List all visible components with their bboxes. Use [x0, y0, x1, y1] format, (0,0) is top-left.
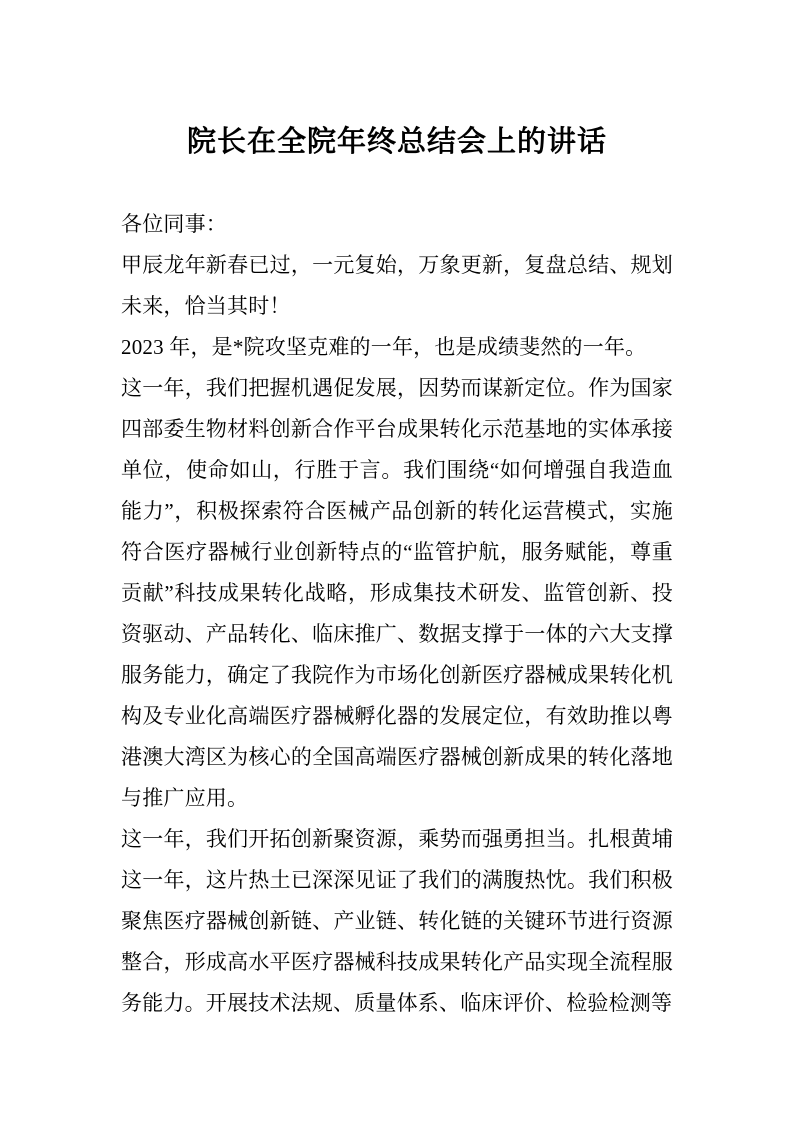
paragraph-positioning: 这一年，我们把握机遇促发展，因势而谋新定位。作为国家四部委生物材料创新合作平台成果转化示范基地的实体承接单位，使命如山，行胜于言。我们围绕“如何增强自我造血能力”，积极探索符合医械产品创新的转化运营模式，实施符合医疗器械行业创新特点的“监管护航，服务赋能，尊重贡献”科技成果转化战略，形成集技术研发、监管创新、投资驱动、产品转化、临床推广、数据支撑于一体的六大支撑服务能力，确定了我院作为市场化创新医疗器械成果转化机构及专业化高端医疗器械孵化器的发展定位，有效助推以粤港澳大湾区为核心的全国高端医疗器械创新成果的转化落地与推广应用。 — [121, 376, 673, 810]
paragraph-opening: 甲辰龙年新春已过，一元复始，万象更新，复盘总结、规划未来，恰当其时！ — [121, 253, 673, 318]
document-body — [121, 204, 673, 1024]
paragraph-resources: 这一年，我们开拓创新聚资源，乘势而强勇担当。扎根黄埔这一年，这片热土已深深见证了我们的满腹热忱。我们积极聚焦医疗器械创新链、产业链、转化链的关键环节进行资源整合，形成高水平医疗器械科技成果转化产品实现全流程服务能力。开展技术法规、质量体系、临床评价、检验检测等 — [121, 827, 673, 1015]
paragraph-salutation: 各位同事： — [121, 212, 227, 236]
document-title: 院长在全院年终总结会上的讲话 — [186, 126, 607, 158]
paragraph-year-summary: 2023 年，是*院攻坚克难的一年，也是成绩斐然的一年。 — [121, 335, 647, 359]
